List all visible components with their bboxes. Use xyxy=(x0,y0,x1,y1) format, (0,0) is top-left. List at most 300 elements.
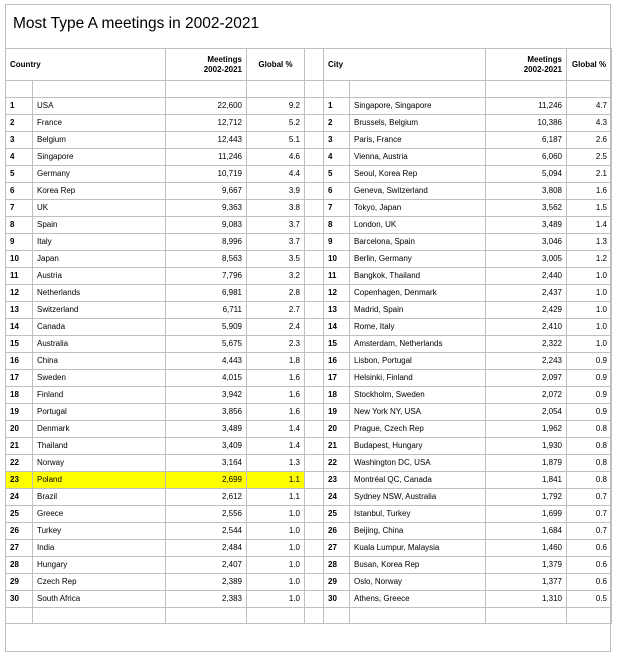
country-meetings: 7,796 xyxy=(166,268,247,285)
country-rank: 2 xyxy=(6,115,33,132)
table-row xyxy=(6,285,612,302)
country-global: 2.4 xyxy=(247,319,305,336)
city-rank: 2 xyxy=(324,115,350,132)
country-rank: 14 xyxy=(6,319,33,336)
country-meetings-header xyxy=(166,49,247,81)
country-global: 1.0 xyxy=(247,506,305,523)
city-meetings: 3,489 xyxy=(486,217,567,234)
table-row xyxy=(6,302,612,319)
city-rank: 24 xyxy=(324,489,350,506)
separator-cell xyxy=(305,98,324,115)
city-meetings: 11,246 xyxy=(486,98,567,115)
country-global: 1.1 xyxy=(247,489,305,506)
page-title: Most Type A meetings in 2002-2021 xyxy=(13,15,260,32)
country-global-header: Global % xyxy=(247,49,305,81)
country-global: 1.4 xyxy=(247,421,305,438)
city-name: Helsinki, Finland xyxy=(350,370,486,387)
table-row xyxy=(6,353,612,370)
city-global: 1.2 xyxy=(567,251,612,268)
city-global: 4.7 xyxy=(567,98,612,115)
country-meetings: 9,363 xyxy=(166,200,247,217)
city-name: Amsterdam, Netherlands xyxy=(350,336,486,353)
city-rank: 30 xyxy=(324,591,350,608)
city-rank: 9 xyxy=(324,234,350,251)
city-meetings: 2,429 xyxy=(486,302,567,319)
city-global-header: Global % xyxy=(567,49,612,81)
country-meetings: 8,563 xyxy=(166,251,247,268)
separator-cell xyxy=(305,183,324,200)
table-row xyxy=(6,166,612,183)
table-row xyxy=(6,421,612,438)
separator-cell xyxy=(305,387,324,404)
country-name: Netherlands xyxy=(33,285,166,302)
city-rank: 18 xyxy=(324,387,350,404)
country-meetings: 2,612 xyxy=(166,489,247,506)
country-rank: 23 xyxy=(6,472,33,489)
table-row xyxy=(6,438,612,455)
country-rank: 9 xyxy=(6,234,33,251)
country-meetings: 3,856 xyxy=(166,404,247,421)
country-name: France xyxy=(33,115,166,132)
city-global: 2.6 xyxy=(567,132,612,149)
country-name: Canada xyxy=(33,319,166,336)
meetings-header-line1: Meetings xyxy=(527,54,562,64)
city-global: 0.8 xyxy=(567,455,612,472)
country-rank: 11 xyxy=(6,268,33,285)
country-name: Portugal xyxy=(33,404,166,421)
city-rank: 19 xyxy=(324,404,350,421)
city-name: Montréal QC, Canada xyxy=(350,472,486,489)
separator-cell xyxy=(305,149,324,166)
country-meetings: 3,942 xyxy=(166,387,247,404)
separator-cell xyxy=(305,319,324,336)
city-global: 0.6 xyxy=(567,557,612,574)
city-name: Vienna, Austria xyxy=(350,149,486,166)
city-rank: 8 xyxy=(324,217,350,234)
city-global: 1.3 xyxy=(567,234,612,251)
country-rank: 28 xyxy=(6,557,33,574)
table-row xyxy=(6,268,612,285)
separator-cell xyxy=(305,200,324,217)
country-global: 3.8 xyxy=(247,200,305,217)
country-name: Czech Rep xyxy=(33,574,166,591)
city-rank: 12 xyxy=(324,285,350,302)
city-rank: 16 xyxy=(324,353,350,370)
city-name: Lisbon, Portugal xyxy=(350,353,486,370)
city-name: Madrid, Spain xyxy=(350,302,486,319)
country-name: Spain xyxy=(33,217,166,234)
country-global: 1.1 xyxy=(247,472,305,489)
footer-row xyxy=(6,608,612,624)
country-name: India xyxy=(33,540,166,557)
country-global: 3.9 xyxy=(247,183,305,200)
city-rank: 17 xyxy=(324,370,350,387)
country-name: Greece xyxy=(33,506,166,523)
country-meetings: 2,389 xyxy=(166,574,247,591)
city-rank: 7 xyxy=(324,200,350,217)
country-global: 3.7 xyxy=(247,234,305,251)
city-global: 1.0 xyxy=(567,336,612,353)
country-rank: 5 xyxy=(6,166,33,183)
city-rank: 21 xyxy=(324,438,350,455)
city-meetings: 3,005 xyxy=(486,251,567,268)
separator-cell xyxy=(305,421,324,438)
city-meetings: 6,187 xyxy=(486,132,567,149)
table-row xyxy=(6,404,612,421)
separator-cell xyxy=(305,49,324,81)
city-global: 2.1 xyxy=(567,166,612,183)
separator-cell xyxy=(305,353,324,370)
city-global: 1.0 xyxy=(567,285,612,302)
country-global: 1.3 xyxy=(247,455,305,472)
table-row xyxy=(6,591,612,608)
country-rank: 30 xyxy=(6,591,33,608)
meetings-header-line1: Meetings xyxy=(207,54,242,64)
country-global: 1.0 xyxy=(247,540,305,557)
city-meetings: 1,962 xyxy=(486,421,567,438)
country-global: 3.5 xyxy=(247,251,305,268)
city-global: 0.7 xyxy=(567,489,612,506)
city-name: Prague, Czech Rep xyxy=(350,421,486,438)
country-rank: 25 xyxy=(6,506,33,523)
table-row xyxy=(6,557,612,574)
country-meetings: 3,409 xyxy=(166,438,247,455)
separator-cell xyxy=(305,217,324,234)
city-rank: 22 xyxy=(324,455,350,472)
city-meetings: 2,410 xyxy=(486,319,567,336)
city-name: Budapest, Hungary xyxy=(350,438,486,455)
country-rank: 6 xyxy=(6,183,33,200)
country-name: South Africa xyxy=(33,591,166,608)
table-row xyxy=(6,149,612,166)
city-meetings: 1,699 xyxy=(486,506,567,523)
separator-cell xyxy=(305,336,324,353)
country-name: Switzerland xyxy=(33,302,166,319)
city-global: 0.5 xyxy=(567,591,612,608)
city-name: Tokyo, Japan xyxy=(350,200,486,217)
table-row xyxy=(6,336,612,353)
country-meetings: 2,699 xyxy=(166,472,247,489)
country-meetings: 2,556 xyxy=(166,506,247,523)
country-rank: 24 xyxy=(6,489,33,506)
city-meetings: 1,879 xyxy=(486,455,567,472)
country-rank: 8 xyxy=(6,217,33,234)
city-name: Barcelona, Spain xyxy=(350,234,486,251)
country-rank: 3 xyxy=(6,132,33,149)
meetings-header-line2: 2002-2021 xyxy=(203,64,242,74)
city-meetings: 2,243 xyxy=(486,353,567,370)
city-global: 1.6 xyxy=(567,183,612,200)
country-meetings: 12,712 xyxy=(166,115,247,132)
country-name: Singapore xyxy=(33,149,166,166)
country-meetings: 2,544 xyxy=(166,523,247,540)
city-name: Bangkok, Thailand xyxy=(350,268,486,285)
city-global: 0.9 xyxy=(567,370,612,387)
country-name: Finland xyxy=(33,387,166,404)
table-row xyxy=(6,200,612,217)
city-global: 0.8 xyxy=(567,421,612,438)
city-name: New York NY, USA xyxy=(350,404,486,421)
country-meetings: 4,015 xyxy=(166,370,247,387)
city-rank: 10 xyxy=(324,251,350,268)
city-name: Washington DC, USA xyxy=(350,455,486,472)
country-global: 9.2 xyxy=(247,98,305,115)
city-rank: 28 xyxy=(324,557,350,574)
table-row xyxy=(6,319,612,336)
country-rank: 7 xyxy=(6,200,33,217)
country-rank: 10 xyxy=(6,251,33,268)
separator-cell xyxy=(305,591,324,608)
country-global: 3.7 xyxy=(247,217,305,234)
country-name: Thailand xyxy=(33,438,166,455)
city-header: City xyxy=(324,49,486,81)
country-meetings: 3,164 xyxy=(166,455,247,472)
city-global: 1.0 xyxy=(567,319,612,336)
separator-cell xyxy=(305,574,324,591)
separator-cell xyxy=(305,472,324,489)
country-rank: 16 xyxy=(6,353,33,370)
header-row xyxy=(6,49,612,81)
country-rank: 27 xyxy=(6,540,33,557)
separator-cell xyxy=(305,268,324,285)
city-global: 1.0 xyxy=(567,302,612,319)
meetings-header-line2: 2002-2021 xyxy=(523,64,562,74)
country-name: Australia xyxy=(33,336,166,353)
city-meetings: 6,060 xyxy=(486,149,567,166)
country-meetings: 6,981 xyxy=(166,285,247,302)
country-rank: 22 xyxy=(6,455,33,472)
table-row xyxy=(6,98,612,115)
country-name: Norway xyxy=(33,455,166,472)
separator-cell xyxy=(305,438,324,455)
country-global: 1.0 xyxy=(247,523,305,540)
city-name: Copenhagen, Denmark xyxy=(350,285,486,302)
city-name: Istanbul, Turkey xyxy=(350,506,486,523)
separator-cell xyxy=(305,166,324,183)
country-header: Country xyxy=(6,49,166,81)
country-meetings: 12,443 xyxy=(166,132,247,149)
city-meetings: 2,437 xyxy=(486,285,567,302)
city-meetings: 1,377 xyxy=(486,574,567,591)
country-meetings: 22,600 xyxy=(166,98,247,115)
city-global: 0.9 xyxy=(567,353,612,370)
city-meetings: 1,684 xyxy=(486,523,567,540)
city-name: Geneva, Switzerland xyxy=(350,183,486,200)
city-meetings: 2,322 xyxy=(486,336,567,353)
meetings-table xyxy=(5,48,612,624)
city-meetings: 1,841 xyxy=(486,472,567,489)
country-global: 3.2 xyxy=(247,268,305,285)
country-name: Brazil xyxy=(33,489,166,506)
country-name: USA xyxy=(33,98,166,115)
country-global: 5.1 xyxy=(247,132,305,149)
separator-cell xyxy=(305,370,324,387)
country-global: 1.4 xyxy=(247,438,305,455)
country-rank: 20 xyxy=(6,421,33,438)
city-name: Busan, Korea Rep xyxy=(350,557,486,574)
country-meetings: 8,996 xyxy=(166,234,247,251)
city-rank: 5 xyxy=(324,166,350,183)
country-meetings: 4,443 xyxy=(166,353,247,370)
country-rank: 1 xyxy=(6,98,33,115)
country-name: Japan xyxy=(33,251,166,268)
city-rank: 20 xyxy=(324,421,350,438)
separator-cell xyxy=(305,455,324,472)
country-rank: 19 xyxy=(6,404,33,421)
city-meetings: 1,930 xyxy=(486,438,567,455)
country-name: Austria xyxy=(33,268,166,285)
country-global: 1.0 xyxy=(247,574,305,591)
city-meetings: 3,046 xyxy=(486,234,567,251)
city-name: Oslo, Norway xyxy=(350,574,486,591)
table-row xyxy=(6,183,612,200)
country-name: Turkey xyxy=(33,523,166,540)
city-name: Seoul, Korea Rep xyxy=(350,166,486,183)
separator-cell xyxy=(305,557,324,574)
city-global: 1.4 xyxy=(567,217,612,234)
city-global: 0.6 xyxy=(567,540,612,557)
country-name: Denmark xyxy=(33,421,166,438)
country-meetings: 2,407 xyxy=(166,557,247,574)
country-meetings: 6,711 xyxy=(166,302,247,319)
country-global: 1.6 xyxy=(247,404,305,421)
table-row xyxy=(6,132,612,149)
city-name: Beijing, China xyxy=(350,523,486,540)
table-row xyxy=(6,472,612,489)
table-row xyxy=(6,115,612,132)
country-global: 1.6 xyxy=(247,387,305,404)
city-name: Stockholm, Sweden xyxy=(350,387,486,404)
table-row xyxy=(6,387,612,404)
separator-cell xyxy=(305,251,324,268)
country-global: 1.0 xyxy=(247,591,305,608)
city-name: Brussels, Belgium xyxy=(350,115,486,132)
country-name: UK xyxy=(33,200,166,217)
country-name: Sweden xyxy=(33,370,166,387)
separator-cell xyxy=(305,302,324,319)
table-row xyxy=(6,540,612,557)
country-name: Italy xyxy=(33,234,166,251)
country-rank: 13 xyxy=(6,302,33,319)
city-meetings: 5,094 xyxy=(486,166,567,183)
country-name: Poland xyxy=(33,472,166,489)
table-row xyxy=(6,370,612,387)
country-rank: 18 xyxy=(6,387,33,404)
city-meetings: 2,054 xyxy=(486,404,567,421)
city-meetings: 3,562 xyxy=(486,200,567,217)
country-meetings: 3,489 xyxy=(166,421,247,438)
country-meetings: 10,719 xyxy=(166,166,247,183)
table-row xyxy=(6,251,612,268)
city-meetings: 3,808 xyxy=(486,183,567,200)
city-meetings: 1,792 xyxy=(486,489,567,506)
city-meetings: 1,310 xyxy=(486,591,567,608)
table-row xyxy=(6,574,612,591)
country-global: 1.0 xyxy=(247,557,305,574)
city-rank: 3 xyxy=(324,132,350,149)
city-rank: 13 xyxy=(324,302,350,319)
city-meetings: 1,379 xyxy=(486,557,567,574)
country-global: 2.8 xyxy=(247,285,305,302)
country-global: 2.3 xyxy=(247,336,305,353)
city-rank: 15 xyxy=(324,336,350,353)
city-global: 0.9 xyxy=(567,404,612,421)
city-rank: 23 xyxy=(324,472,350,489)
country-name: China xyxy=(33,353,166,370)
country-global: 1.6 xyxy=(247,370,305,387)
city-rank: 14 xyxy=(324,319,350,336)
country-rank: 29 xyxy=(6,574,33,591)
city-name: Paris, France xyxy=(350,132,486,149)
city-meetings: 2,072 xyxy=(486,387,567,404)
city-global: 1.0 xyxy=(567,268,612,285)
city-meetings: 2,440 xyxy=(486,268,567,285)
city-meetings: 10,386 xyxy=(486,115,567,132)
country-meetings: 9,083 xyxy=(166,217,247,234)
city-rank: 1 xyxy=(324,98,350,115)
separator-cell xyxy=(305,489,324,506)
city-global: 0.6 xyxy=(567,574,612,591)
city-global: 0.8 xyxy=(567,438,612,455)
city-global: 1.5 xyxy=(567,200,612,217)
city-global: 2.5 xyxy=(567,149,612,166)
table-row xyxy=(6,455,612,472)
city-rank: 29 xyxy=(324,574,350,591)
separator-cell xyxy=(305,285,324,302)
country-global: 2.7 xyxy=(247,302,305,319)
country-rank: 15 xyxy=(6,336,33,353)
city-global: 0.7 xyxy=(567,523,612,540)
country-rank: 26 xyxy=(6,523,33,540)
city-rank: 6 xyxy=(324,183,350,200)
separator-cell xyxy=(305,540,324,557)
country-rank: 17 xyxy=(6,370,33,387)
city-name: Kuala Lumpur, Malaysia xyxy=(350,540,486,557)
city-global: 0.9 xyxy=(567,387,612,404)
country-meetings: 2,383 xyxy=(166,591,247,608)
city-meetings: 2,097 xyxy=(486,370,567,387)
city-rank: 11 xyxy=(324,268,350,285)
city-meetings-header xyxy=(486,49,567,81)
table-row xyxy=(6,489,612,506)
separator-cell xyxy=(305,115,324,132)
country-global: 4.4 xyxy=(247,166,305,183)
country-rank: 12 xyxy=(6,285,33,302)
country-name: Belgium xyxy=(33,132,166,149)
table-row xyxy=(6,234,612,251)
country-name: Germany xyxy=(33,166,166,183)
table-row xyxy=(6,217,612,234)
country-meetings: 9,667 xyxy=(166,183,247,200)
table-row xyxy=(6,523,612,540)
city-name: Singapore, Singapore xyxy=(350,98,486,115)
separator-cell xyxy=(305,132,324,149)
city-name: Berlin, Germany xyxy=(350,251,486,268)
country-rank: 21 xyxy=(6,438,33,455)
city-name: Athens, Greece xyxy=(350,591,486,608)
country-global: 4.6 xyxy=(247,149,305,166)
country-name: Hungary xyxy=(33,557,166,574)
country-rank: 4 xyxy=(6,149,33,166)
country-global: 1.8 xyxy=(247,353,305,370)
country-meetings: 5,909 xyxy=(166,319,247,336)
separator-cell xyxy=(305,404,324,421)
separator-cell xyxy=(305,523,324,540)
city-global: 0.7 xyxy=(567,506,612,523)
table-row xyxy=(6,506,612,523)
city-name: London, UK xyxy=(350,217,486,234)
city-rank: 27 xyxy=(324,540,350,557)
